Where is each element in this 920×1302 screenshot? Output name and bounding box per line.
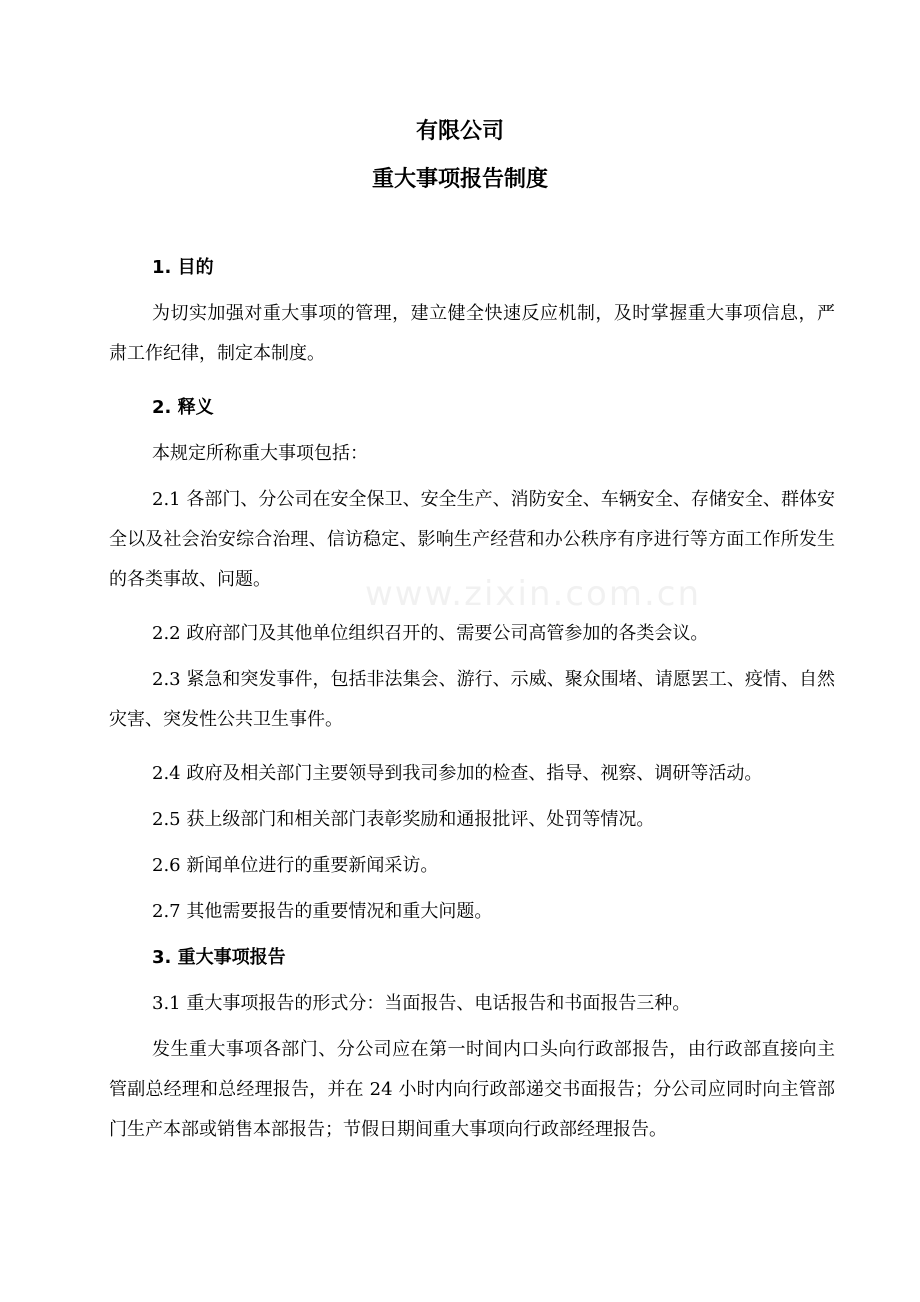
paragraph-definitions-intro: 本规定所称重大事项包括： <box>152 443 368 464</box>
section-heading-definitions: 2. 释义 <box>152 397 214 418</box>
document-title: 重大事项报告制度 <box>371 167 548 192</box>
clause-2-1: 2.1 各部门、分公司在安全保卫、安全生产、消防安全、车辆安全、存储安全、群体安全以及社会治安综合治理、信访稳定、影响生产经营和办公秩序有序进行等方面工作所发生的各类事故、问题。 <box>109 489 835 590</box>
clause-2-4: 2.4 政府及相关部门主要领导到我司参加的检查、指导、视察、调研等活动。 <box>152 763 763 784</box>
paragraph-reporting-procedure: 发生重大事项各部门、分公司应在第一时间内口头向行政部报告，由行政部直接向主管副总经理和总经理报告，并在 24 小时内向行政部递交书面报告；分公司应同时向主管部门生产本部或销售本部报告；节假日期间重大事项向行政部经理报告。 <box>109 1039 835 1140</box>
clause-2-2: 2.2 政府部门及其他单位组织召开的、需要公司高管参加的各类会议。 <box>152 623 709 644</box>
clause-2-6: 2.6 新闻单位进行的重要新闻采访。 <box>152 855 439 876</box>
section-heading-purpose: 1. 目的 <box>152 257 214 278</box>
section-heading-reporting: 3. 重大事项报告 <box>152 947 286 968</box>
clause-3-1: 3.1 重大事项报告的形式分：当面报告、电话报告和书面报告三种。 <box>152 993 691 1014</box>
document-body <box>109 255 835 1171</box>
document-title-company: 有限公司 <box>415 119 504 144</box>
clause-2-5: 2.5 获上级部门和相关部门表彰奖励和通报批评、处罚等情况。 <box>152 809 655 830</box>
paragraph-purpose: 为切实加强对重大事项的管理，建立健全快速反应机制，及时掌握重大事项信息，严肃工作纪律，制定本制度。 <box>109 303 835 364</box>
clause-2-3: 2.3 紧急和突发事件，包括非法集会、游行、示威、聚众围堵、请愿罢工、疫情、自然灾害、突发性公共卫生事件。 <box>109 669 835 730</box>
clause-2-7: 2.7 其他需要报告的重要情况和重大问题。 <box>152 901 493 922</box>
watermark: www.zixin.com.cn <box>365 574 701 614</box>
